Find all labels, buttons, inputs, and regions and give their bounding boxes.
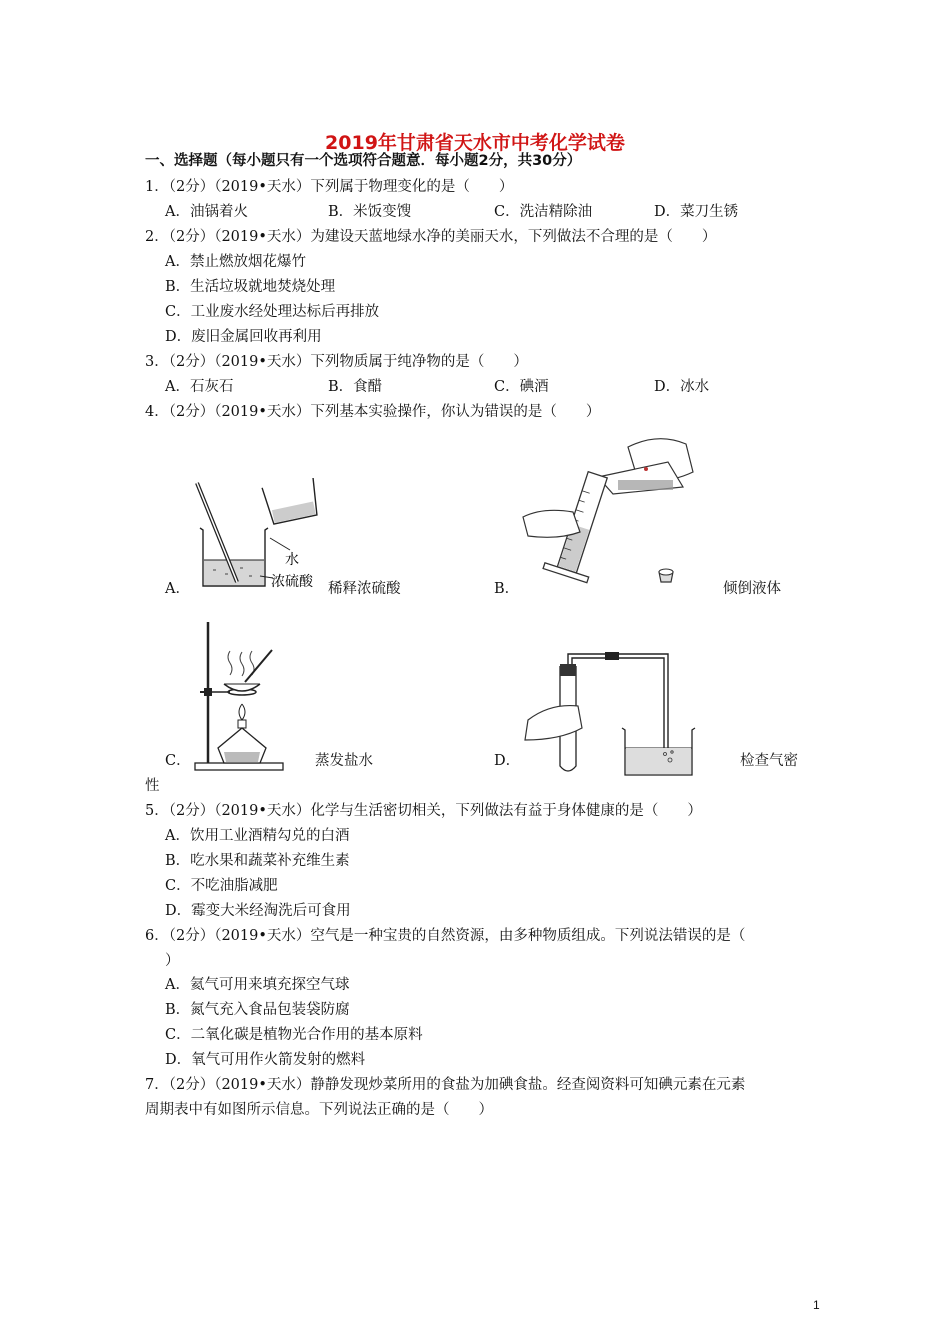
q4-option-c-caption: 蒸发盐水 [315, 753, 373, 769]
q1-option-a: A．油锅着火 [165, 204, 248, 220]
q4-option-b-caption: 倾倒液体 [723, 581, 781, 597]
q4-option-d-caption-cont: 性 [145, 778, 160, 794]
q6-option-d: D．氧气可用作火箭发射的燃料 [165, 1052, 366, 1068]
q5-option-a: A．饮用工业酒精勾兑的白酒 [165, 828, 350, 844]
label-water: 水 [285, 552, 299, 568]
section-heading: 一、选择题（每小题只有一个选项符合题意．每小题2分，共30分） [145, 153, 582, 169]
question-6-stem: 6．（2分）（2019•天水）空气是一种宝贵的自然资源，由多种物质组成。下列说法错误的是（ [145, 928, 746, 944]
question-4-stem: 4．（2分）（2019•天水）下列基本实验操作，你认为错误的是（ ） [145, 404, 601, 420]
q2-option-a: A．禁止燃放烟花爆竹 [165, 254, 306, 270]
q1-option-b: B．米饭变馊 [328, 204, 412, 220]
label-acid: 浓硫酸 [271, 574, 313, 590]
q2-option-d: D．废旧金属回收再利用 [165, 329, 322, 345]
q5-option-d: D．霉变大米经淘洗后可食用 [165, 903, 351, 919]
question-1-stem: 1．（2分）（2019•天水）下列属于物理变化的是（ ） [145, 179, 514, 195]
q3-option-d: D．冰水 [654, 379, 710, 395]
question-7-stem: 7．（2分）（2019•天水）静静发现炒菜所用的食盐为加碘食盐。经查阅资料可知碘元素在元素 [145, 1077, 746, 1093]
q4-option-a-letter: A． [165, 581, 190, 597]
q3-option-a: A．石灰石 [165, 379, 234, 395]
question-7-stem-cont: 周期表中有如图所示信息。下列说法正确的是（ ） [145, 1102, 493, 1118]
figure-dilute-acid [185, 478, 335, 593]
question-5-stem: 5．（2分）（2019•天水）化学与生活密切相关，下列做法有益于身体健康的是（ ） [145, 803, 702, 819]
q2-option-b: B．生活垃圾就地焚烧处理 [165, 279, 336, 295]
q4-option-d-letter: D． [494, 753, 521, 769]
q4-option-d-caption: 检查气密 [740, 753, 798, 769]
q3-option-c: C．碘酒 [494, 379, 549, 395]
q4-option-c-letter: C． [165, 753, 191, 769]
q6-option-b: B．氮气充入食品包装袋防腐 [165, 1002, 350, 1018]
figure-check-airtightness [520, 648, 700, 778]
q6-option-a: A．氦气可用来填充探空气球 [165, 977, 350, 993]
question-6-stem-cont: ） [165, 953, 180, 969]
question-2-stem: 2．（2分）（2019•天水）为建设天蓝地绿水净的美丽天水，下列做法不合理的是（ ） [145, 229, 717, 245]
figure-evaporate-salt [190, 620, 290, 775]
q1-option-c: C．洗洁精除油 [494, 204, 593, 220]
q3-option-b: B．食醋 [328, 379, 383, 395]
page-title: 2019年甘肃省天水市中考化学试卷 [325, 132, 625, 154]
q4-option-a-caption: 稀释浓硫酸 [328, 581, 401, 597]
figure-pour-liquid [518, 432, 718, 592]
q5-option-b: B．吃水果和蔬菜补充维生素 [165, 853, 350, 869]
q4-option-b-letter: B． [494, 581, 520, 597]
question-3-stem: 3．（2分）（2019•天水）下列物质属于纯净物的是（ ） [145, 354, 528, 370]
page-number: 1 [813, 1298, 820, 1312]
q5-option-c: C．不吃油脂减肥 [165, 878, 278, 894]
q1-option-d: D．菜刀生锈 [654, 204, 739, 220]
q6-option-c: C．二氧化碳是植物光合作用的基本原料 [165, 1027, 423, 1043]
q2-option-c: C．工业废水经处理达标后再排放 [165, 304, 380, 320]
